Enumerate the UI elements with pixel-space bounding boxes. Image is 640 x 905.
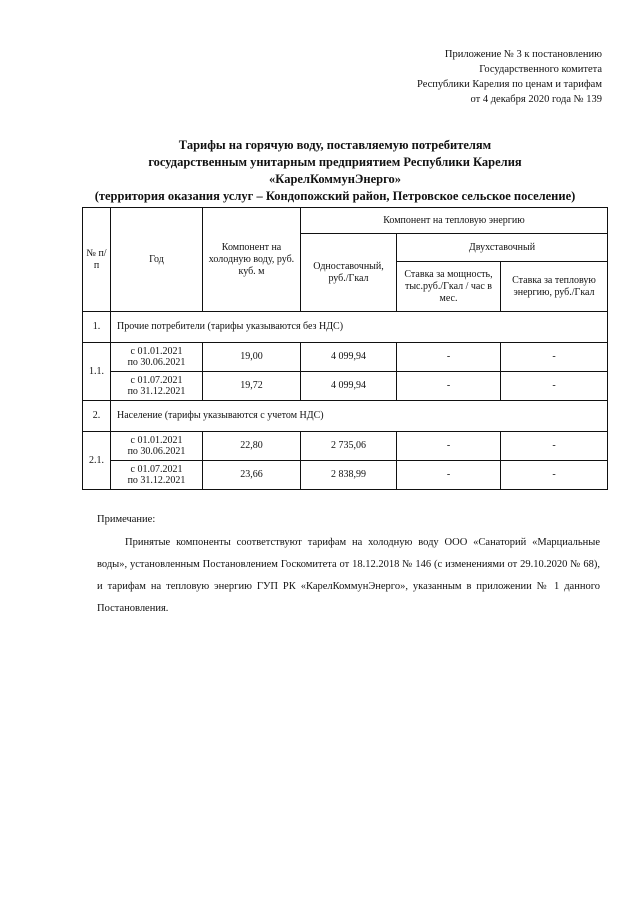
section-num: 1. (83, 312, 111, 343)
cold-water-value: 19,00 (203, 343, 301, 372)
single-rate-value: 4 099,94 (301, 343, 397, 372)
appendix-line: Приложение № 3 к постановлению (444, 49, 602, 60)
section-row (83, 312, 608, 343)
section-row (83, 401, 608, 432)
sub-num: 2.1. (83, 432, 111, 490)
table-row (83, 372, 608, 401)
period-cell (111, 343, 203, 372)
section-label: Население (тарифы указываются с учетом НДС) (111, 401, 608, 432)
table-row (83, 432, 608, 461)
cold-water-value: 22,80 (203, 432, 301, 461)
cold-water-value: 23,66 (203, 461, 301, 490)
appendix-reference (417, 47, 602, 107)
single-rate-value: 2 735,06 (301, 432, 397, 461)
energy-rate-value: - (501, 461, 608, 490)
section-num: 2. (83, 401, 111, 432)
appendix-line: Государственного комитета (479, 64, 602, 75)
title-line: (территория оказания услуг – Кондопожский район, Петровское сельское поселение) (94, 189, 576, 203)
table-row (83, 461, 608, 490)
header-power-rate: Ставка за мощность, тыс.руб./Гкал / час в мес. (397, 262, 501, 312)
appendix-line: Республики Карелия по ценам и тарифам (417, 79, 602, 90)
header-year: Год (111, 208, 203, 312)
document-title (60, 137, 610, 205)
period-to: по 30.06.2021 (127, 446, 186, 457)
single-rate-value: 4 099,94 (301, 372, 397, 401)
period-to: по 30.06.2021 (127, 357, 186, 368)
period-to: по 31.12.2021 (127, 475, 186, 486)
section-label: Прочие потребители (тарифы указываются без НДС) (111, 312, 608, 343)
title-line: Тарифы на горячую воду, поставляемую потребителям (178, 138, 492, 152)
single-rate-value: 2 838,99 (301, 461, 397, 490)
header-energy-rate: Ставка за тепловую энергию, руб./Гкал (501, 262, 608, 312)
period-from: с 01.01.2021 (130, 435, 183, 446)
header-single-rate: Одноставочный, руб./Гкал (301, 234, 397, 312)
tariff-table (82, 207, 608, 490)
header-two-rate: Двухставочный (397, 234, 608, 262)
period-from: с 01.07.2021 (130, 375, 183, 386)
header-cold-water: Компонент на холодную воду, руб. куб. м (203, 208, 301, 312)
table-row (83, 343, 608, 372)
title-line: «КарелКоммунЭнерго» (269, 172, 401, 186)
period-cell (111, 461, 203, 490)
power-rate-value: - (397, 461, 501, 490)
energy-rate-value: - (501, 432, 608, 461)
note-body: Принятые компоненты соответствуют тарифам на холодную воду ООО «Санаторий «Марциальные воды», установленным Постановлением Госкомитета от 18.12.2018 № 146 (с изменениями от 29.10.2020 № 68), и тарифам на тепловую энергию ГУП РК «КарелКоммунЭнерго», указанным в приложении № 1 данного Постановления. (97, 537, 600, 614)
period-from: с 01.07.2021 (130, 464, 183, 475)
power-rate-value: - (397, 432, 501, 461)
title-line: государственным унитарным предприятием Республики Карелия (148, 155, 522, 169)
appendix-line: от 4 декабря 2020 года № 139 (470, 94, 602, 105)
period-from: с 01.01.2021 (130, 346, 183, 357)
header-thermal: Компонент на тепловую энергию (301, 208, 608, 234)
cold-water-value: 19,72 (203, 372, 301, 401)
period-to: по 31.12.2021 (127, 386, 186, 397)
period-cell (111, 372, 203, 401)
table-header-row (83, 208, 608, 234)
energy-rate-value: - (501, 343, 608, 372)
power-rate-value: - (397, 343, 501, 372)
sub-num: 1.1. (83, 343, 111, 401)
note-title: Примечание: (97, 514, 156, 525)
period-cell (111, 432, 203, 461)
energy-rate-value: - (501, 372, 608, 401)
header-num: № п/п (83, 208, 111, 312)
power-rate-value: - (397, 372, 501, 401)
